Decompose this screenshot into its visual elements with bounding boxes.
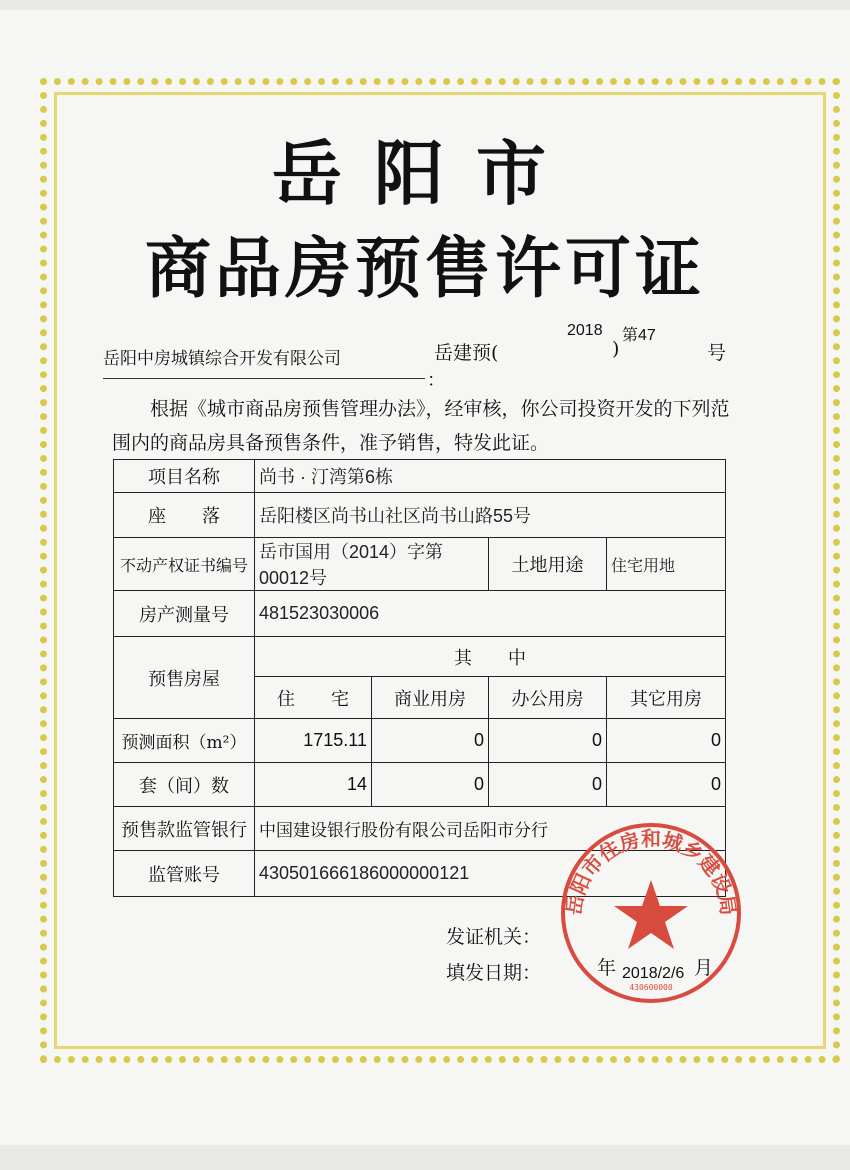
seal-text: 岳阳市住房和城乡建设局	[561, 826, 741, 917]
cert-year: 2018	[567, 322, 603, 339]
presale-label: 预售房屋	[114, 637, 255, 719]
land-use-value: 住宅用地	[607, 538, 726, 591]
units-label: 套（间）数	[114, 763, 255, 807]
bank-label: 预售款监管银行	[114, 807, 255, 851]
units-other: 0	[607, 763, 726, 807]
among-label: 其 中	[255, 637, 726, 677]
units-office: 0	[489, 763, 607, 807]
company-name: 岳阳中房城镇综合开发有限公司	[103, 349, 341, 369]
company-underline	[103, 378, 425, 379]
property-cert-label: 不动产权证书编号	[114, 538, 255, 591]
cert-suffix: 号	[707, 342, 727, 364]
location-label: 座 落	[114, 493, 255, 538]
issue-date-label: 填发日期：	[446, 962, 542, 984]
location-value: 岳阳楼区尚书山社区尚书山路55号	[255, 493, 726, 538]
project-name-label: 项目名称	[114, 460, 255, 493]
date-year-char: 年	[597, 957, 617, 979]
title-city: 岳阳市	[272, 133, 578, 215]
area-office: 0	[489, 719, 607, 763]
units-commercial: 0	[372, 763, 489, 807]
issuer-label: 发证机关：	[446, 926, 542, 948]
approval-paragraph: 根据《城市商品房预售管理办法》，经审核，你公司投资开发的下列范围内的商品房具备预售条件，准予销售，特发此证。	[112, 398, 730, 454]
issue-date-value: 2018/2/6	[622, 965, 685, 982]
area-commercial: 0	[372, 719, 489, 763]
cert-prefix: 岳建预(	[434, 342, 499, 364]
project-name-value: 尚书 · 汀湾第6栋	[255, 460, 726, 493]
title-certificate: 商品房预售许可证	[145, 230, 705, 307]
account-value: 430501666186000000121	[255, 851, 726, 897]
company-colon: ：	[427, 370, 445, 391]
date-month-char: 月	[694, 957, 714, 979]
land-use-label: 土地用途	[489, 538, 607, 591]
survey-no-label: 房产测量号	[114, 591, 255, 637]
area-other: 0	[607, 719, 726, 763]
cert-paren: )	[612, 338, 620, 360]
bank-value: 中国建设银行股份有限公司岳阳市分行	[255, 807, 726, 851]
account-label: 监管账号	[114, 851, 255, 897]
star-icon	[614, 880, 688, 949]
cert-number: 第47	[622, 327, 656, 344]
col-office: 办公用房	[489, 677, 607, 719]
property-cert-value: 岳市国用（2014）字第00012号	[255, 538, 489, 591]
area-residential: 1715.11	[255, 719, 372, 763]
col-commercial: 商业用房	[372, 677, 489, 719]
col-other: 其它用房	[607, 677, 726, 719]
seal-number: 430600000	[629, 983, 673, 992]
area-label: 预测面积（m²）	[114, 719, 255, 763]
col-residential: 住 宅	[255, 677, 372, 719]
units-residential: 14	[255, 763, 372, 807]
survey-no-value: 481523030006	[255, 591, 726, 637]
